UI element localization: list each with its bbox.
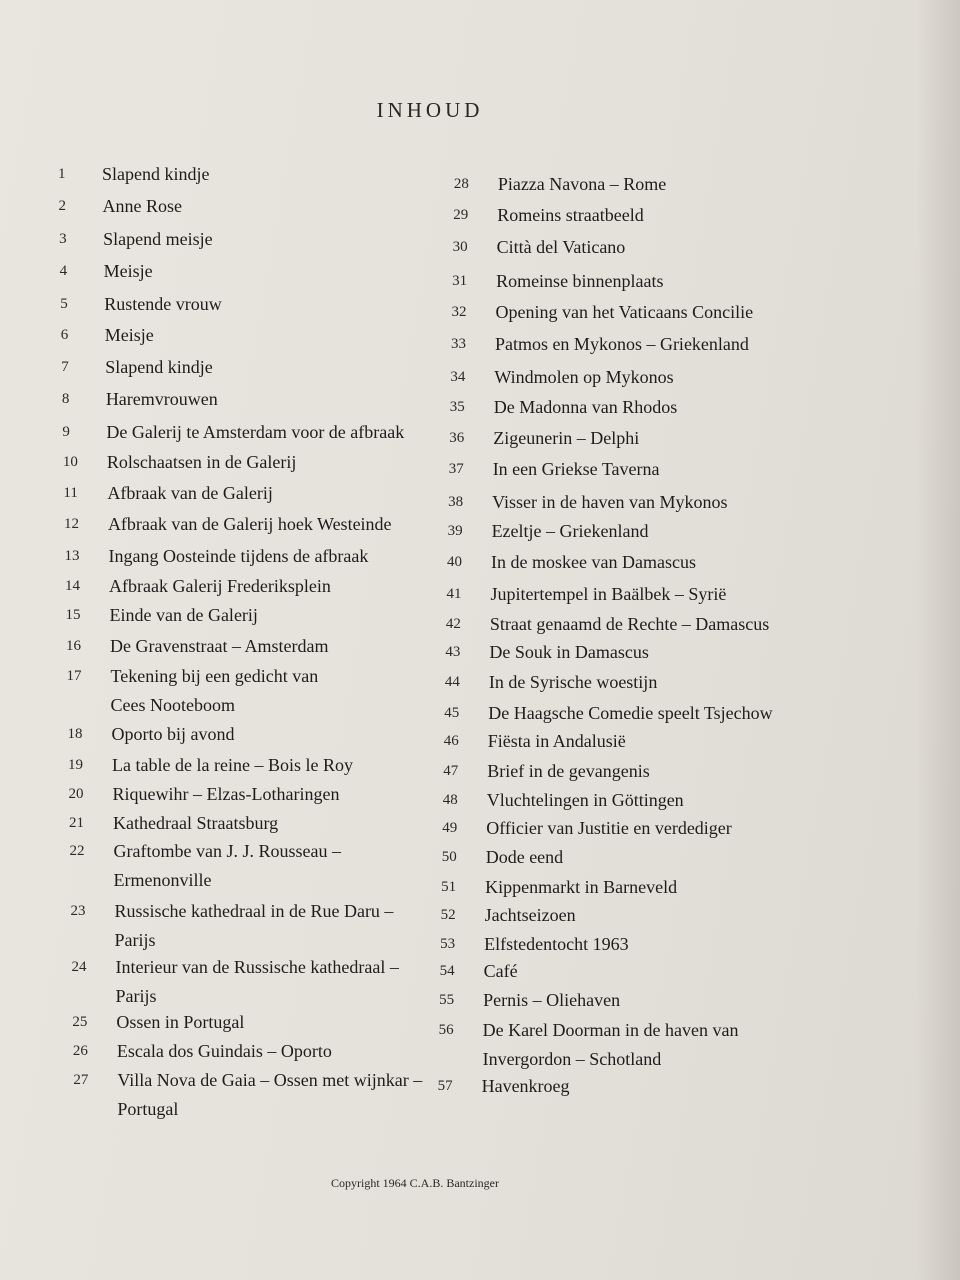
toc-entry-title-line: Città del Vaticano — [496, 237, 626, 257]
toc-entry-title — [489, 638, 648, 666]
toc-entry-title-line: Opening van het Vaticaans Concilie — [495, 302, 754, 322]
toc-entry-title — [489, 668, 657, 696]
toc-entry-number: 52 — [440, 907, 456, 923]
toc-entry-title-line: Vluchtelingen in Göttingen — [486, 790, 684, 810]
copyright-notice: Copyright 1964 C.A.B. Bantzinger — [331, 1176, 499, 1190]
toc-entry-title-line: Slapend kindje — [105, 357, 213, 377]
toc-entry-title — [114, 837, 341, 894]
toc-entry-title-line: Kathedraal Straatsburg — [113, 813, 279, 833]
toc-entry-title-line: Rolschaatsen in de Galerij — [106, 452, 297, 472]
toc-entry-title — [493, 424, 639, 452]
toc-entry-title-line: Patmos en Mykonos – Griekenland — [494, 334, 749, 354]
toc-entry-number: 47 — [443, 763, 459, 779]
toc-entry-title — [105, 353, 212, 381]
toc-entry-number: 13 — [64, 548, 80, 564]
toc-entry-title-line: Parijs — [114, 930, 156, 950]
toc-entry-number: 32 — [451, 304, 467, 320]
toc-entry-title-line: Pernis – Oliehaven — [483, 990, 621, 1010]
toc-entry-title — [493, 455, 660, 483]
toc-entry-title-line: Ezeltje – Griekenland — [491, 521, 649, 541]
toc-entry-number: 14 — [65, 578, 80, 594]
toc-entry-number: 55 — [439, 992, 455, 1008]
toc-entry-title — [108, 542, 368, 570]
toc-entry-title-line: Romeins straatbeeld — [497, 205, 644, 225]
toc-entry-title — [483, 1016, 739, 1073]
toc-entry-title — [487, 757, 649, 785]
toc-entry-title — [107, 448, 296, 476]
toc-entry-title-line: Kippenmarkt in Barneveld — [485, 877, 678, 897]
toc-entry-number: 1 — [58, 166, 66, 182]
toc-entry-number: 57 — [437, 1078, 453, 1094]
toc-entry-title-line: Anne Rose — [102, 196, 183, 216]
toc-entry-title — [494, 363, 673, 391]
toc-entry-title-line: Villa Nova de Gaia – Ossen met wijnkar – — [117, 1070, 423, 1090]
toc-entry-title-line: In de moskee van Damascus — [491, 552, 696, 572]
toc-entry-number: 20 — [68, 786, 84, 802]
toc-entry-title-line: Russische kathedraal in de Rue Daru – — [114, 901, 394, 921]
toc-entry-number: 10 — [62, 454, 78, 470]
toc-entry-number: 15 — [65, 607, 81, 623]
toc-entry-number: 30 — [452, 239, 468, 255]
toc-entry-title — [492, 488, 727, 516]
toc-entry-number: 31 — [452, 273, 468, 289]
toc-entry-title — [494, 393, 677, 421]
toc-entry-title — [490, 610, 769, 638]
toc-entry-number: 18 — [67, 726, 83, 742]
page-title: INHOUD — [376, 98, 484, 122]
toc-entry-title-line: De Madonna van Rhodos — [493, 397, 678, 417]
toc-entry-title-line: Haremvrouwen — [105, 389, 218, 409]
toc-entry-number: 9 — [62, 424, 70, 440]
toc-entry-title — [104, 290, 221, 318]
toc-entry-title-line: Slapend meisje — [103, 229, 213, 249]
toc-entry-title — [117, 1066, 422, 1123]
toc-entry-title — [486, 843, 563, 871]
toc-entry-title — [495, 330, 749, 358]
toc-entry-title-line: Dode eend — [485, 847, 564, 867]
toc-entry-number: 36 — [449, 430, 465, 446]
toc-entry-title-line: Piazza Navona – Rome — [497, 174, 667, 194]
toc-entry-title — [498, 170, 666, 198]
toc-entry-title — [491, 548, 696, 576]
toc-entry-number: 26 — [72, 1043, 88, 1059]
toc-entry-title-line: Windmolen op Mykonos — [494, 367, 674, 387]
toc-entry-number: 42 — [445, 616, 461, 632]
toc-entry-number: 35 — [449, 399, 465, 415]
toc-entry-title-line: Ingang Oosteinde tijdens de afbraak — [108, 546, 369, 566]
toc-entry-number: 33 — [450, 336, 466, 352]
toc-entry-title — [115, 897, 394, 954]
page-edge-shadow — [916, 0, 960, 1280]
toc-entry-title — [102, 160, 209, 188]
toc-entry-title — [497, 201, 643, 229]
toc-entry-title-line: Oporto bij avond — [111, 724, 235, 744]
toc-entry-title-line: Jupitertempel in Baälbek – Syrië — [490, 584, 727, 604]
toc-entry-title-line: Elfstedentocht 1963 — [484, 934, 629, 954]
toc-entry-number: 38 — [448, 494, 464, 510]
toc-entry-title — [497, 233, 626, 261]
toc-entry-title-line: La table de la reine – Bois le Roy — [112, 755, 353, 775]
toc-entry-title-line: Interieur van de Russische kathedraal – — [115, 957, 399, 977]
toc-entry-title — [106, 385, 218, 413]
toc-entry-number: 17 — [66, 668, 82, 684]
toc-entry-title-line: In de Syrische woestijn — [488, 672, 658, 692]
toc-entry-title — [109, 601, 257, 629]
toc-entry-number: 24 — [71, 959, 87, 975]
toc-entry-title-line: De Gravenstraat – Amsterdam — [110, 636, 329, 656]
toc-entry-title — [488, 727, 626, 755]
toc-entry-title — [106, 418, 404, 446]
toc-entry-title — [111, 662, 319, 719]
toc-entry-title-line: Meisje — [104, 325, 154, 345]
toc-entry-number: 25 — [72, 1014, 88, 1030]
toc-entry-title-line: Straat genaamd de Rechte – Damascus — [489, 614, 770, 634]
toc-entry-number: 23 — [70, 903, 86, 919]
toc-entry-number: 53 — [440, 936, 456, 952]
toc-entry-title — [485, 901, 576, 929]
toc-entry-number: 44 — [444, 674, 460, 690]
toc-entry-number: 28 — [453, 176, 469, 192]
toc-entry-title-line: Zigeunerin – Delphi — [493, 428, 640, 448]
toc-entry-title — [103, 225, 212, 253]
toc-entry-title-line: Café — [483, 961, 518, 981]
toc-entry-number: 46 — [443, 733, 459, 749]
toc-entry-title-line: Jachtseizoen — [484, 905, 576, 925]
toc-entry-title — [109, 572, 331, 600]
toc-entry-number: 7 — [61, 359, 69, 375]
toc-entry-title — [103, 192, 183, 220]
toc-entry-number: 48 — [442, 792, 458, 808]
toc-entry-title — [485, 873, 677, 901]
toc-entry-title — [112, 751, 353, 779]
toc-entry-title-line: Tekening bij een gedicht van — [110, 666, 319, 686]
toc-entry-number: 12 — [63, 516, 79, 532]
toc-entry-number: 19 — [68, 757, 84, 773]
toc-entry-title — [487, 786, 684, 814]
toc-entry-title — [488, 699, 772, 727]
toc-entry-title-line: Brief in de gevangenis — [487, 761, 650, 781]
toc-entry-title — [486, 814, 732, 842]
toc-entry-number: 34 — [450, 369, 466, 385]
toc-entry-number: 27 — [73, 1072, 89, 1088]
toc-entry-number: 43 — [445, 644, 461, 660]
toc-entry-title — [116, 1008, 244, 1036]
toc-entry-title — [496, 267, 663, 295]
toc-entry-number: 51 — [441, 879, 457, 895]
toc-entry-number: 49 — [442, 820, 458, 836]
toc-entry-title — [110, 632, 328, 660]
toc-entry-title-line: De Galerij te Amsterdam voor de afbraak — [106, 422, 405, 442]
toc-entry-number: 45 — [444, 705, 460, 721]
toc-entry-title — [113, 809, 278, 837]
toc-entry-title-line: De Souk in Damascus — [489, 642, 649, 662]
toc-entry-title-line: Parijs — [115, 986, 157, 1006]
toc-entry-title-line: Graftombe van J. J. Rousseau – — [113, 841, 341, 861]
toc-entry-title-line: Afbraak van de Galerij hoek Westeinde — [107, 514, 392, 534]
toc-entry-title — [104, 257, 153, 285]
toc-entry-number: 50 — [441, 849, 457, 865]
toc-entry-number: 29 — [453, 207, 469, 223]
toc-entry-title — [113, 780, 340, 808]
toc-entry-number: 37 — [448, 461, 464, 477]
toc-entry-title-line: Einde van de Galerij — [109, 605, 258, 625]
toc-entry-title — [107, 479, 272, 507]
toc-entry-number: 21 — [69, 815, 85, 831]
toc-entry-title-line: Romeinse binnenplaats — [496, 271, 664, 291]
toc-entry-title-line: De Haagsche Comedie speelt Tsjechow — [488, 703, 773, 723]
toc-entry-number: 5 — [60, 296, 68, 312]
toc-entry-title-line: Ossen in Portugal — [116, 1012, 245, 1032]
toc-entry-number: 40 — [447, 554, 463, 570]
toc-entry-title — [112, 720, 235, 748]
toc-entry-title — [496, 298, 754, 326]
toc-entry-title-line: Slapend kindje — [102, 164, 210, 184]
toc-entry-number: 8 — [61, 391, 70, 407]
toc-entry-title — [108, 510, 392, 538]
toc-entry-number: 22 — [69, 843, 85, 859]
toc-entry-title-line: Officier van Justitie en verdediger — [486, 818, 732, 838]
toc-entry-title — [117, 1037, 332, 1065]
toc-entry-title-line: Meisje — [103, 261, 153, 281]
toc-entry-number: 6 — [60, 327, 69, 343]
toc-entry-number: 2 — [58, 198, 67, 214]
toc-entry-number: 56 — [438, 1022, 454, 1038]
toc-entry-title — [105, 321, 154, 349]
toc-entry-number: 39 — [447, 523, 463, 539]
toc-entry-title-line: De Karel Doorman in de haven van — [482, 1020, 739, 1040]
toc-entry-title-line: Afbraak van de Galerij — [107, 483, 273, 503]
toc-entry-title — [115, 953, 398, 1010]
toc-entry-title-line: In een Griekse Taverna — [492, 459, 660, 479]
toc-entry-title-line: Cees Nooteboom — [110, 695, 236, 715]
toc-entry-number: 16 — [66, 638, 82, 654]
toc-entry-number: 11 — [63, 485, 78, 501]
toc-entry-number: 3 — [59, 231, 67, 247]
toc-entry-title — [484, 930, 628, 958]
toc-entry-title — [483, 986, 620, 1014]
toc-entry-number: 41 — [446, 586, 462, 602]
toc-entry-title-line: Escala dos Guindais – Oporto — [116, 1041, 332, 1061]
toc-entry-title-line: Invergordon – Schotland — [482, 1049, 662, 1069]
toc-entry-title-line: Ermenonville — [113, 870, 212, 890]
toc-entry-title-line: Afbraak Galerij Frederiksplein — [109, 576, 331, 596]
toc-entry-title-line: Havenkroeg — [481, 1076, 570, 1096]
toc-entry-title — [492, 517, 649, 545]
toc-entry-title-line: Rustende vrouw — [104, 294, 222, 314]
toc-entry-title-line: Portugal — [117, 1099, 179, 1119]
toc-entry-number: 54 — [439, 963, 455, 979]
toc-entry-title — [490, 580, 726, 608]
toc-entry-title — [482, 1072, 570, 1100]
toc-entry-title-line: Fiësta in Andalusië — [487, 731, 626, 751]
toc-entry-title-line: Visser in de haven van Mykonos — [492, 492, 728, 512]
toc-entry-title-line: Riquewihr – Elzas-Lotharingen — [112, 784, 340, 804]
toc-entry-number: 4 — [59, 263, 68, 279]
toc-entry-title — [484, 957, 518, 985]
